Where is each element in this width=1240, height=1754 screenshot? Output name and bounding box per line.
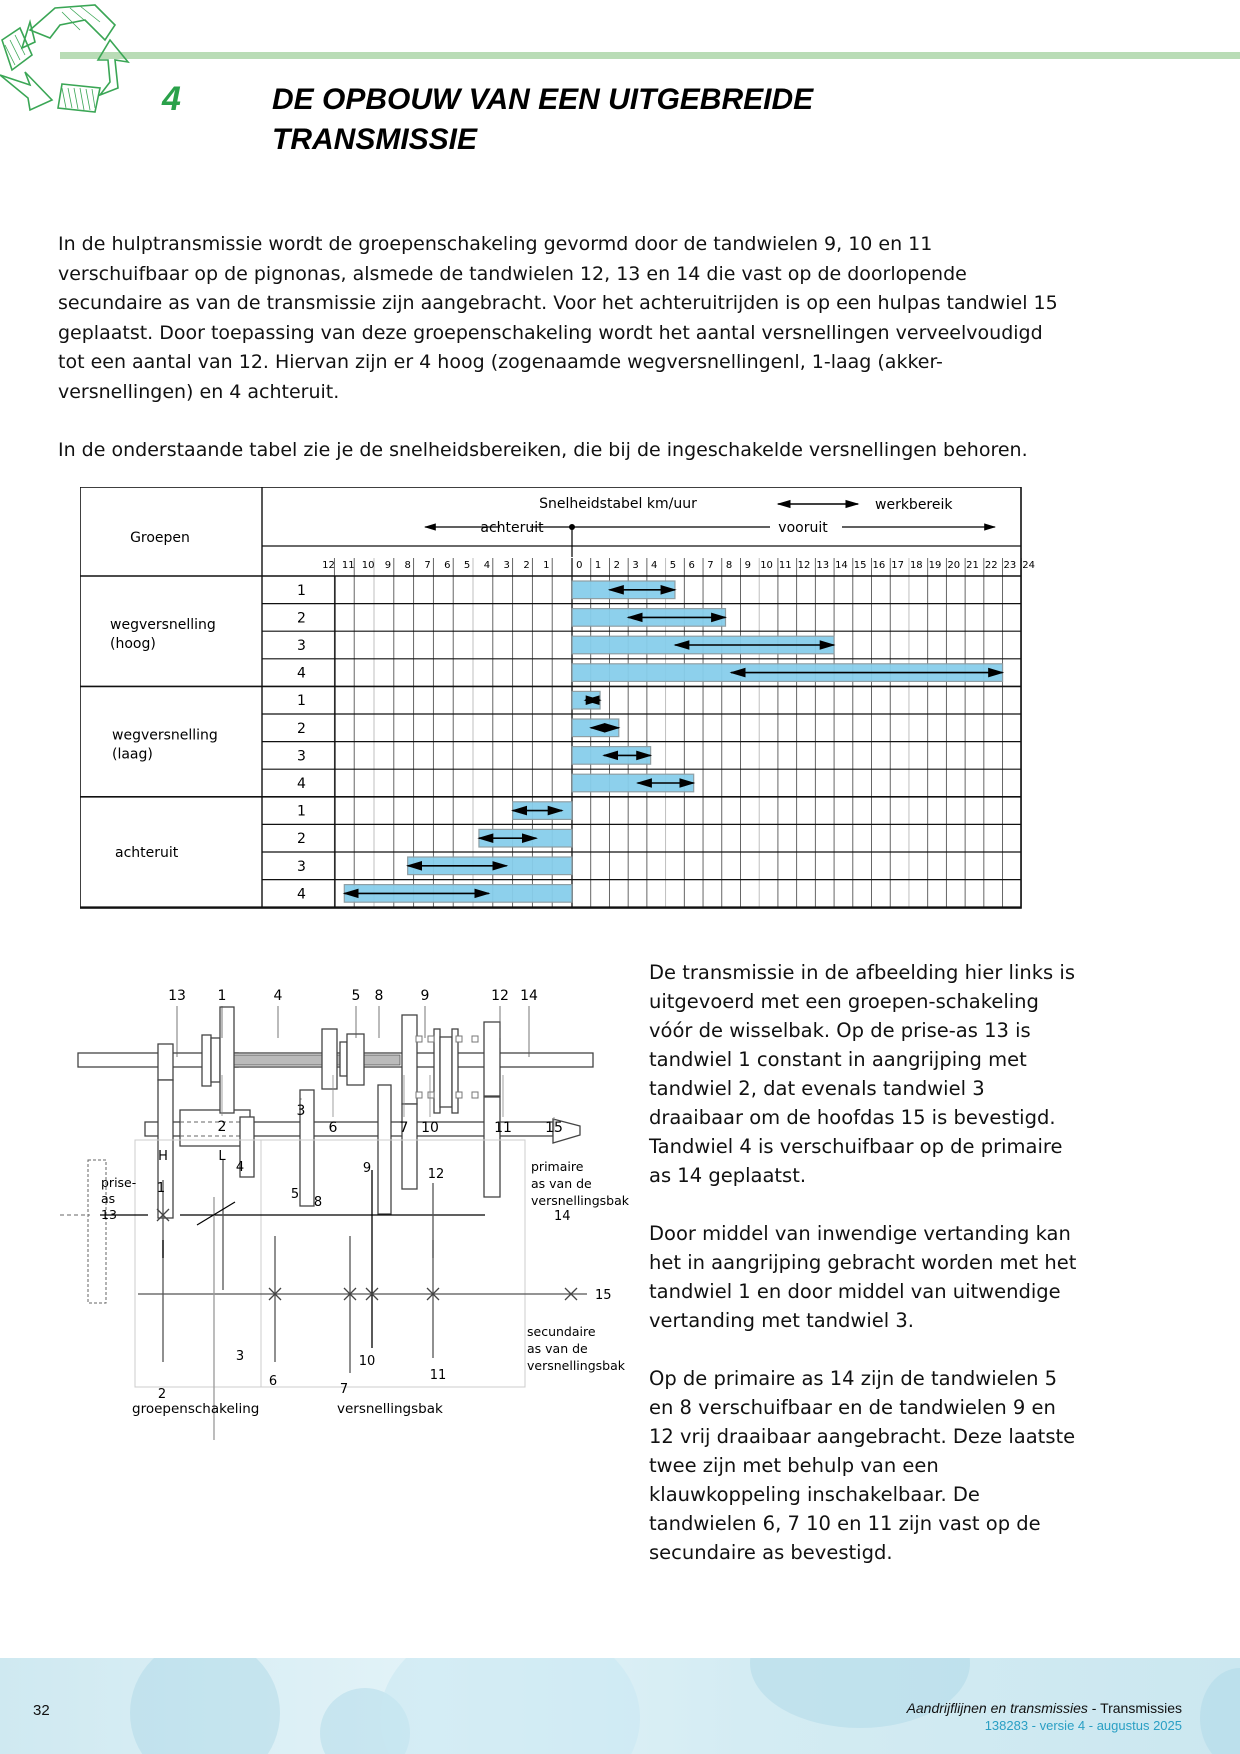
transmission-diagram: [60, 980, 660, 1590]
axis-tick-label: 7: [707, 560, 714, 571]
part-label: 13: [168, 988, 186, 1004]
prise-as-label: 13: [101, 1207, 117, 1222]
group-label: (laag): [112, 746, 153, 763]
axis-tick-label: 5: [669, 560, 677, 571]
part-label: 7: [399, 1120, 409, 1136]
axis-tick-label: 24: [1022, 560, 1036, 571]
intro-text: [58, 230, 1068, 466]
shaft-15-label: 15: [595, 1288, 612, 1303]
gear-number: 2: [297, 831, 306, 848]
gear-number: 4: [297, 665, 306, 682]
part-label: 12: [491, 988, 509, 1004]
decor-bubble: [750, 1658, 970, 1728]
legend-label: werkbereik: [875, 497, 953, 513]
gear-number: 3: [297, 638, 306, 654]
svg-text:2: 2: [157, 1387, 167, 1402]
axis-tick-label: 3: [632, 560, 639, 571]
svg-text:5: 5: [290, 1187, 300, 1202]
axis-tick-label: 4: [483, 560, 491, 571]
groups-header: Groepen: [130, 530, 190, 546]
svg-text:3: 3: [235, 1349, 245, 1364]
gear-block: [211, 1038, 220, 1082]
axis-tick-label: 13: [816, 560, 830, 571]
gear-number: 4: [297, 886, 306, 903]
intro-paragraph-2: In de onderstaande tabel zie je de snelheidsbereiken, die bij de ingeschakelde versnellingen behoren.: [58, 439, 1028, 461]
axis-tick-label: 4: [651, 560, 658, 571]
gear-block: [322, 1029, 337, 1089]
footer-version: 138283 - versie 4 - augustus 2025: [984, 1718, 1182, 1733]
speed-table-chart: [80, 487, 1040, 909]
axis-tick-label: 10: [361, 560, 375, 571]
part-label: 3: [296, 1103, 306, 1119]
footer-title: [907, 1700, 1182, 1716]
primaire-label: versnellingsbak: [531, 1193, 629, 1208]
forward-label: vooruit: [778, 520, 828, 536]
axis-tick-label: 6: [444, 560, 451, 571]
axis-tick-label: 12: [797, 560, 811, 571]
part-label: 15: [545, 1120, 563, 1136]
shaft-14-label: 14: [554, 1209, 571, 1224]
title-line-2: TRANSMISSIE: [272, 123, 478, 156]
axis-tick-label: 6: [688, 560, 695, 571]
gear-number: 2: [297, 720, 306, 737]
description-paragraph-3: Op de primaire as 14 zijn de tandwielen 5 en 8 verschuifbaar en de tandwielen 9 en 12 vrij draaibaar aangebracht. Deze laatste twee zijn met behulp van een klauwkoppeling inschakelbaar. De tandwielen 6, 7 10 en 11 zijn vast op de secundaire as bevestigd.: [649, 1367, 1076, 1564]
footer-title-rest: - Transmissies: [1087, 1700, 1182, 1716]
intro-paragraph-1: In de hulptransmissie wordt de groepenschakeling gevormd door de tandwielen 9, 10 en 11 verschuifbaar op de pignonas, alsmede de tandwielen 12, 13 en 14 die vast op de doorlopende secundaire as van de transmissie zijn aangebracht. Voor het achteruitrijden is op een hulpas tandwiel 15 geplaatst. Door toepassing van deze groepenschakeling wordt het aantal versnellingen verveelvoudigd tot een aantal van 12. Hiervan zijn er 4 hoog (zogenaamde wegversnellingenl, 1-laag (akker-versnellingen) en 4 achteruit.: [58, 233, 1058, 403]
gear-number: 1: [297, 693, 306, 710]
part-label: 10: [421, 1120, 439, 1136]
caption-versnellingsbak: versnellingsbak: [337, 1401, 443, 1417]
gear-number: 3: [297, 858, 306, 875]
part-label: 1: [217, 988, 227, 1004]
part-label: 8: [374, 988, 384, 1004]
axis-tick-label: 20: [947, 560, 961, 571]
axis-tick-label: 8: [725, 560, 733, 571]
svg-text:12: 12: [427, 1167, 445, 1182]
axis-tick-label: 22: [984, 560, 998, 571]
gear-number: 3: [297, 748, 306, 765]
axis-tick-label: 19: [928, 560, 942, 571]
header-rule: [60, 52, 1240, 59]
axis-tick-label: 18: [909, 560, 923, 571]
table-title: Snelheidstabel km/uur: [539, 496, 697, 512]
decor-bubble: [130, 1658, 280, 1754]
prise-as-label: as: [101, 1191, 116, 1206]
group-label: wegversnelling: [110, 617, 216, 634]
gear-block: [202, 1035, 211, 1086]
axis-tick-label: 2: [523, 560, 530, 571]
gear-number: 2: [297, 610, 306, 627]
description-paragraph-2: Door middel van inwendige vertanding kan het in aangrijping gebracht worden met het tandwiel 1 en door middel van uitwendige vertanding met tandwiel 3.: [649, 1222, 1077, 1332]
axis-tick-label: 2: [613, 560, 620, 571]
svg-text:8: 8: [313, 1195, 323, 1210]
recycle-arrows-icon: [0, 0, 140, 115]
gear-block: [158, 1044, 173, 1080]
svg-text:9: 9: [362, 1161, 372, 1176]
gear-block: [484, 1097, 500, 1197]
axis-tick-label: 0: [576, 560, 583, 571]
primaire-label: primaire: [531, 1159, 584, 1174]
axis-tick-label: 9: [384, 560, 392, 571]
axis-tick-label: 10: [760, 560, 773, 571]
part-label: 9: [420, 988, 430, 1004]
axis-tick-label: 11: [778, 560, 792, 571]
axis-tick-label: 14: [835, 560, 848, 571]
gear-block: [340, 1042, 347, 1076]
page-footer: [0, 1658, 1240, 1754]
prise-as-label: prise-: [101, 1175, 137, 1190]
svg-text:7: 7: [339, 1382, 349, 1397]
title-line-1: DE OPBOUW VAN EEN UITGEBREIDE: [272, 83, 814, 116]
gear-number: 1: [297, 582, 306, 599]
axis-tick-label: 8: [404, 560, 411, 571]
gear-block: [347, 1034, 364, 1085]
axis-tick-label: 5: [463, 560, 471, 571]
part-label: 4: [273, 988, 283, 1004]
gear-layout-drawing: [60, 980, 660, 1590]
page-number: 32: [33, 1702, 50, 1719]
svg-text:6: 6: [268, 1374, 278, 1389]
description-paragraph-1: De transmissie in de afbeelding hier links is uitgevoerd met een groepen-schakeling vóór de wisselbak. Op de prise-as 13 is tandwiel 1 constant in aangrijping met tandwiel 2, dat evenals tandwiel 3 draaibaar om de hoofdas 15 is bevestigd. Tandwiel 4 is verschuifbaar op de primaire as 14 geplaatst.: [649, 961, 1075, 1187]
axis-tick-label: 12: [322, 560, 335, 571]
gear-number: 1: [297, 803, 306, 820]
page-title: [272, 80, 972, 160]
axis-tick-label: 16: [872, 560, 886, 571]
axis-tick-label: 23: [1003, 560, 1017, 571]
high-label: H: [158, 1149, 168, 1164]
axis-tick-label: 1: [594, 560, 602, 571]
svg-text:1: 1: [156, 1181, 166, 1196]
svg-text:4: 4: [235, 1160, 245, 1175]
part-label: 14: [520, 988, 538, 1004]
decor-bubble: [380, 1658, 640, 1754]
svg-text:10: 10: [358, 1354, 376, 1369]
gear-block: [434, 1029, 440, 1113]
group-label: wegversnelling: [112, 727, 218, 744]
gear-block: [440, 1037, 452, 1107]
part-label: 11: [494, 1120, 512, 1136]
speed-range-chart: [80, 487, 1040, 909]
reverse-label: achteruit: [480, 520, 544, 536]
part-label: 5: [351, 988, 361, 1004]
part-label: 6: [328, 1120, 338, 1136]
axis-tick-label: 11: [341, 560, 355, 571]
gear-number: 4: [297, 776, 306, 792]
group-label: achteruit: [115, 845, 179, 861]
secundaire-label: secundaire: [527, 1324, 596, 1339]
secundaire-label: versnellingsbak: [527, 1358, 625, 1373]
caption-groepenschakeling: groepenschakeling: [132, 1401, 260, 1417]
axis-tick-label: 3: [503, 560, 510, 571]
decor-bubble: [1200, 1668, 1240, 1754]
low-label: L: [218, 1149, 226, 1164]
axis-tick-label: 9: [744, 560, 752, 571]
diagram-description: [649, 958, 1079, 1567]
chapter-number: 4: [162, 80, 181, 118]
axis-tick-label: 7: [424, 560, 431, 571]
gear-block: [484, 1022, 500, 1096]
axis-tick-label: 1: [543, 560, 550, 571]
footer-title-italic: Aandrijflijnen en transmissies: [906, 1700, 1088, 1716]
secundaire-label: as van de: [527, 1341, 588, 1356]
part-label: 2: [217, 1119, 227, 1135]
gear-block: [378, 1085, 391, 1214]
axis-tick-label: 15: [853, 560, 867, 571]
axis-tick-label: 21: [966, 560, 979, 571]
group-label: (hoog): [110, 636, 156, 653]
axis-tick-label: 17: [891, 560, 904, 571]
primaire-label: as van de: [531, 1176, 592, 1191]
svg-text:11: 11: [429, 1368, 447, 1383]
